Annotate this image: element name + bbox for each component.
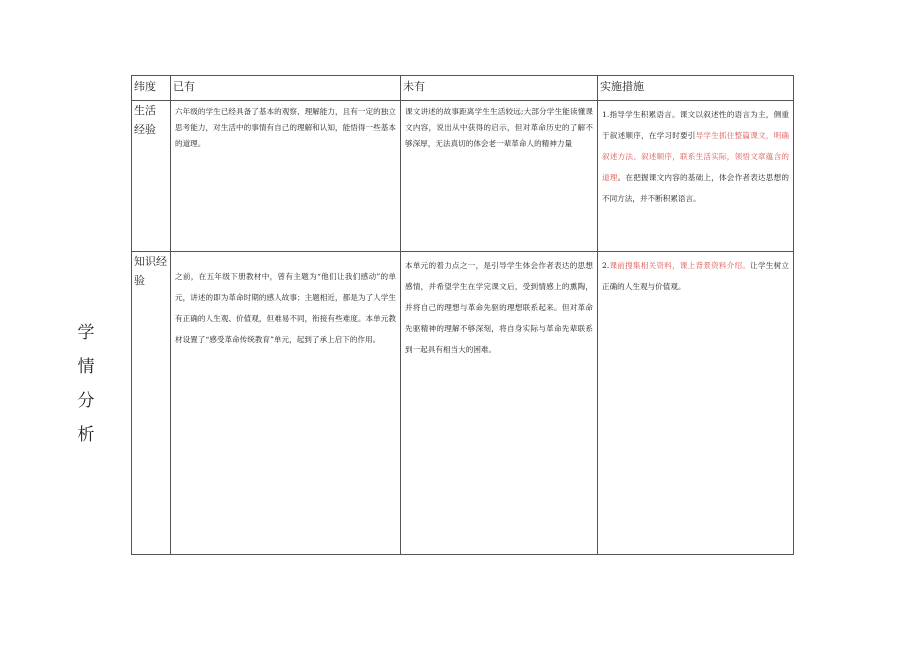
dimension-cell: 知识经 验 [134, 255, 167, 287]
measures-highlight-text: 课前搜集相关资料，课上背景资料介绍。 [609, 261, 751, 270]
side-label-xueqing-fenxi [74, 316, 98, 452]
header-row [132, 76, 794, 101]
measures-cell [598, 101, 793, 209]
have-cell: 六年级的学生已经具备了基本的观察、理解能力，且有一定的独立思考能力，对生活中的事情有自己的理解和认知，能悟得一些基本的道理。 [175, 107, 396, 148]
table-row [132, 252, 794, 555]
lack-cell: 课文讲述的故事距离学生生活较远;大部分学生能读懂课文内容，说出从中获得的启示，但对革命历史的了解不够深厚，无法真切的体会老一辈革命人的精神力量 [405, 107, 593, 148]
header-lack: 未有 [403, 80, 425, 93]
table-row [132, 101, 794, 252]
measures-cell [598, 252, 793, 297]
measures-text: 2. [602, 261, 610, 270]
side-label-char: 情 [77, 357, 95, 377]
measures-highlight-text: 导学生抓住整篇课文，明确叙述方法、叙述顺序，联系生活实际，领悟文章蕴含的道理 [602, 131, 790, 182]
have-cell: 之前，在五年级下册教材中，曾有主题为“他们让我们感动”的单元，讲述的即为革命时期的感人故事；主题相近，都是为了人学生有正确的人生观、价值观，但难易不同，衔接有些难度。本单元教材设置了“感受革命传统教育”单元，起到了承上启下的作用。 [175, 272, 396, 344]
side-label-char: 学 [77, 323, 95, 343]
header-measures: 实施措施 [600, 80, 644, 93]
measures-text: 让学生树立正确的人生观与价值观。 [602, 261, 790, 291]
lack-cell: 本单元的着力点之一，是引导学生体会作者表达的思想感情，并希望学生在学完课文后，受到情感上的熏陶，并将自己的理想与革命先驱的理想联系起来。但对革命先驱精神的理解不够深刻，将自身实际与革命先辈联系到一起具有相当大的困难。 [405, 261, 593, 354]
measures-text: 。在把握课文内容的基础上，体会作者表达思想的不同方法，并不断积累语言。 [602, 173, 790, 203]
measures-text: 1.指导学生积累语言。课文以叙述性的语言为主，侧重于叙述顺序，在学习时要引 [602, 110, 789, 140]
side-label-char: 析 [77, 425, 95, 445]
header-have: 已有 [173, 80, 195, 93]
dimension-cell: 生活 经验 [134, 104, 156, 136]
analysis-table [131, 75, 794, 555]
side-label-char: 分 [77, 391, 95, 411]
header-dimension: 纬度 [134, 80, 156, 93]
